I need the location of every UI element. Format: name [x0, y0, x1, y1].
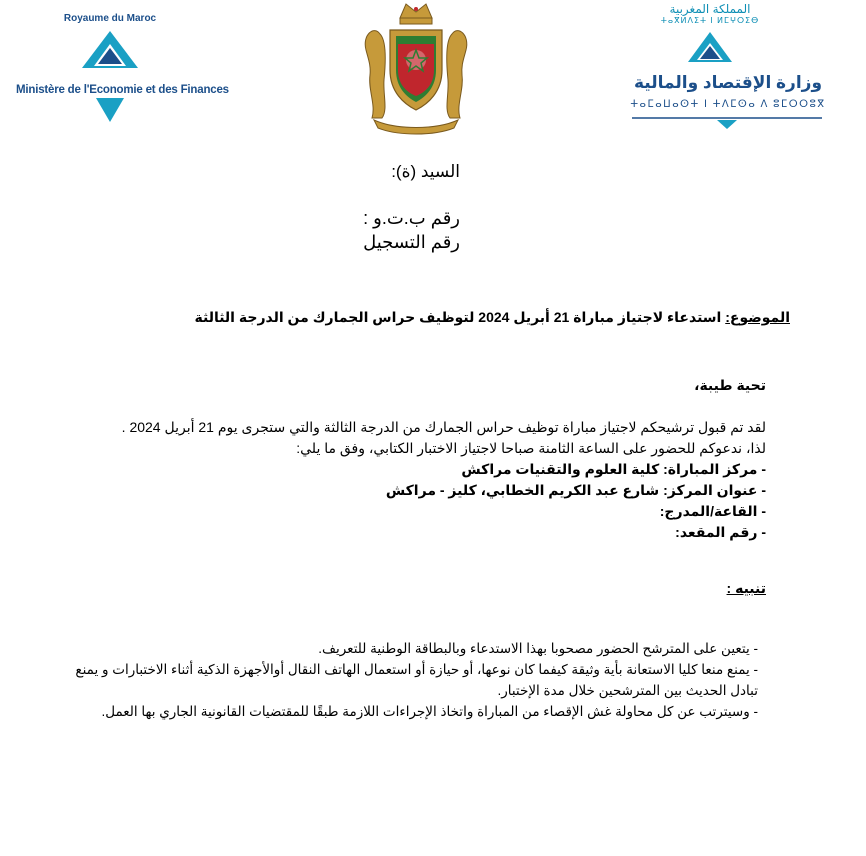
- moroccan-coat-of-arms-icon: [356, 0, 476, 136]
- notice-point: - وسيترتب عن كل محاولة غش الإقصاء من المباراة واتخاذ الإجراءات اللازمة طبقًا للمقتضيات القانونية الجاري بها العمل.: [101, 704, 758, 719]
- registration-number-label: رقم التسجيل: [363, 232, 460, 252]
- subject-text: استدعاء لاجتياز مباراة 21 أبريل 2024 لتوظيف حراس الجمارك من الدرجة الثالثة: [194, 309, 722, 325]
- exam-center-item: - مركز المباراة: كلية العلوم والتقنيات مراكش: [461, 461, 766, 477]
- addressee-label: السيد (ة):: [391, 162, 460, 181]
- right-logo-ministry-tifinagh: ⵜⴰⵎⴰⵡⴰⵙⵜ ⵏ ⵜⴷⵎⵙⴰ ⴷ ⵓⵎⵔⵔⵓⴳ: [630, 99, 826, 110]
- exam-room-item: - القاعة/المدرج:: [659, 503, 766, 519]
- right-logo-underline-icon: [632, 116, 822, 130]
- subject-line: [170, 309, 790, 326]
- right-logo-kingdom-tifinagh: ⵜⴰⴳⵍⴷⵉⵜ ⵏ ⵍⵎⵖⵔⵉⴱ: [660, 16, 760, 25]
- national-id-label: رقم ب.ت.و :: [363, 208, 460, 228]
- right-logo-ministry-arabic: وزارة الإقتصاد والمالية: [633, 73, 823, 92]
- subject-label: الموضوع:: [725, 309, 790, 325]
- ministry-logo-left-icon: [60, 26, 160, 126]
- center-address-item: - عنوان المركز: شارع عبد الكريم الخطابي، كليز - مراكش: [385, 482, 766, 498]
- body-paragraph-line: لقد تم قبول ترشيحكم لاجتياز مباراة توظيف حراس الجمارك من الدرجة الثالثة والتي ستجرى يوم 21 أبريل 2024 .: [121, 419, 766, 435]
- notice-point: - يتعين على المترشح الحضور مصحوبا بهذا الاستدعاء وبالبطاقة الوطنية للتعريف.: [318, 641, 758, 656]
- seat-number-item: - رقم المقعد:: [675, 524, 766, 540]
- notice-point: - يمنع منعا كليا الاستعانة بأية وثيقة كيفما كان نوعها، أو حيازة أو استعمال الهاتف النقال أوالأجهزة الذكية أثناء الاختبارات و يمنع تبادل الحديث بين المترشحين خلال مدة الإختبار.: [75, 662, 758, 698]
- left-logo-ministry-text: Ministère de l'Economie et des Finances: [16, 84, 229, 96]
- body-paragraph-line: لذا، ندعوكم للحضور على الساعة الثامنة صباحا لاجتياز الاختبار الكتابي، وفق ما يلي:: [296, 440, 766, 456]
- greeting: تحية طيبة،: [694, 377, 766, 393]
- notice-title: تنبيه :: [726, 580, 766, 596]
- right-logo-kingdom-arabic: المملكة المغربية: [669, 2, 751, 16]
- left-logo-kingdom-text: Royaume du Maroc: [63, 13, 157, 24]
